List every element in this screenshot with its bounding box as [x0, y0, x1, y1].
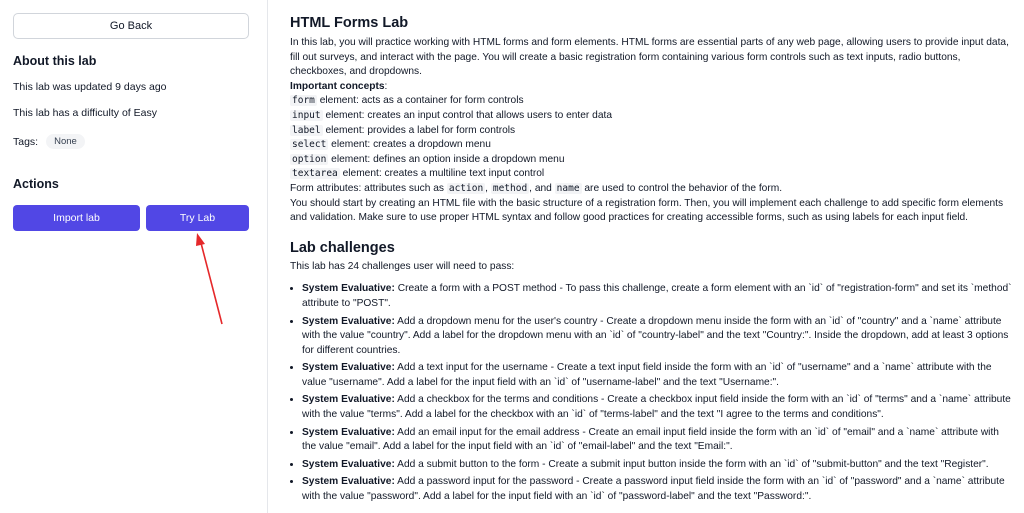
main-content — [290, 14, 1012, 508]
concepts-heading: Important concepts — [290, 80, 385, 92]
concept-text: element: creates a multiline text input control — [339, 168, 545, 180]
challenge-label: System Evaluative: — [302, 426, 395, 438]
concept-code: form — [292, 95, 315, 107]
concept-code: select — [292, 139, 327, 151]
challenge-label: System Evaluative: — [302, 458, 395, 470]
attrs-sep: , and — [529, 182, 555, 194]
challenge-item — [302, 426, 1012, 455]
challenge-label: System Evaluative: — [302, 362, 395, 374]
challenge-text: Create a form with a POST method - To pass this challenge, create a form element with an `id` of "registration-form" and set its `method` attribute to "POST". — [302, 283, 1012, 309]
outro-text: You should start by creating an HTML file with the basic structure of a registration form. Then, you will implement each challenge to add specific form elements and validation. Make sure to use proper HTML syntax and follow good practices for creating accessible forms, such as using labels for each input field. — [290, 197, 1004, 224]
form-attributes-text — [290, 182, 1012, 197]
concept-code: label — [292, 124, 321, 136]
tags-row — [13, 134, 85, 149]
sidebar — [0, 0, 268, 513]
about-heading: About this lab — [13, 54, 97, 68]
challenge-text: Add a text input for the username - Create a text input field inside the form with an `id` of "username" and a `name` attribute with the value "username". Add a label for the input field with an `id` of "username-label" and the text "Username:". — [302, 362, 992, 388]
challenge-item — [302, 315, 1012, 359]
concept-text: element: defines an option inside a dropdown menu — [328, 153, 565, 165]
tag-badge: None — [46, 134, 85, 149]
attrs-suffix: are used to control the behavior of the form. — [581, 182, 783, 194]
challenge-text: Add a dropdown menu for the user's country - Create a dropdown menu inside the form with an `id` of "country" and a `name` attribute with the value "country". Add a label for the dropdown menu with an `id` of "country-label" and the text "Country:". Inside the dropdown, add at least 3 options for different countries. — [302, 315, 1009, 356]
challenge-text: Add a checkbox for the terms and conditions - Create a checkbox input field inside the form with an `id` of "terms" and a `name` attribute with the value "terms". Add a label for the checkbox with an `id` of "terms-label" and the text "I agree to the terms and conditions". — [302, 394, 1011, 421]
concept-item — [290, 153, 1012, 168]
page-title: HTML Forms Lab — [290, 15, 409, 31]
concept-item — [290, 124, 1012, 139]
challenge-label: System Evaluative: — [302, 283, 395, 295]
challenges-heading: Lab challenges — [290, 239, 395, 256]
challenge-text: Add a password input for the password - Create a password input field inside the form with an `id` of "password" and a `name` attribute with the value "password". Add a label for the input field with an `id` of "password-label" and the text "Password:". — [302, 476, 1005, 503]
concept-item — [290, 109, 1012, 124]
concept-item — [290, 138, 1012, 153]
concept-text: element: creates an input control that allows users to enter data — [322, 109, 612, 121]
challenge-item — [302, 475, 1012, 504]
concept-item — [290, 94, 1012, 109]
challenge-item — [302, 361, 1012, 390]
import-lab-button[interactable]: Import lab — [13, 205, 140, 231]
concept-text: element: provides a label for form controls — [322, 124, 516, 136]
attrs-prefix: Form attributes: attributes such as — [290, 182, 447, 194]
challenges-list — [290, 282, 1012, 504]
attr-code-action: action — [448, 182, 484, 194]
challenge-label: System Evaluative: — [302, 394, 395, 406]
tags-label: Tags: — [13, 135, 39, 148]
concept-code: textarea — [292, 168, 338, 180]
concepts-list — [290, 94, 1012, 182]
updated-text: This lab was updated 9 days ago — [13, 81, 167, 93]
challenge-item — [302, 458, 1012, 473]
challenges-count: This lab has 24 challenges user will need to pass: — [290, 260, 515, 272]
concept-text: element: creates a dropdown menu — [328, 139, 491, 151]
difficulty-text: This lab has a difficulty of Easy — [13, 107, 157, 119]
go-back-button[interactable]: Go Back — [13, 13, 249, 39]
challenge-text: Add an email input for the email address - Create an email input field inside the form with an `id` of "email" and a `name` attribute with the value "email". Add a label for the input field with an `id` of "email-label" and the text "Email:". — [302, 426, 999, 453]
try-lab-button[interactable]: Try Lab — [146, 205, 249, 231]
attr-code-name: name — [556, 182, 580, 194]
concept-code: option — [292, 153, 327, 165]
concepts-heading-line — [290, 80, 1012, 95]
challenge-item — [302, 282, 1012, 311]
concepts-colon: : — [384, 80, 388, 92]
challenge-label: System Evaluative: — [302, 315, 395, 327]
intro-text: In this lab, you will practice working with HTML forms and form elements. HTML forms are essential parts of any web page, allowing users to provide input data, fill out surveys, and interact with the page. You will create a basic registration form containing various form controls such as text inputs, radio buttons, checkboxes, and dropdowns. — [290, 37, 1009, 78]
attrs-sep: , — [485, 182, 491, 194]
actions-heading: Actions — [13, 177, 59, 191]
concept-text: element: acts as a container for form controls — [316, 95, 524, 107]
concept-item — [290, 167, 1012, 182]
challenge-label: System Evaluative: — [302, 476, 395, 488]
challenge-text: Add a submit button to the form - Create a submit input button inside the form with an `id` of "submit-button" and the text "Register". — [394, 458, 989, 470]
attr-code-method: method — [492, 182, 528, 194]
challenge-item — [302, 393, 1012, 422]
concept-code: input — [292, 109, 321, 121]
